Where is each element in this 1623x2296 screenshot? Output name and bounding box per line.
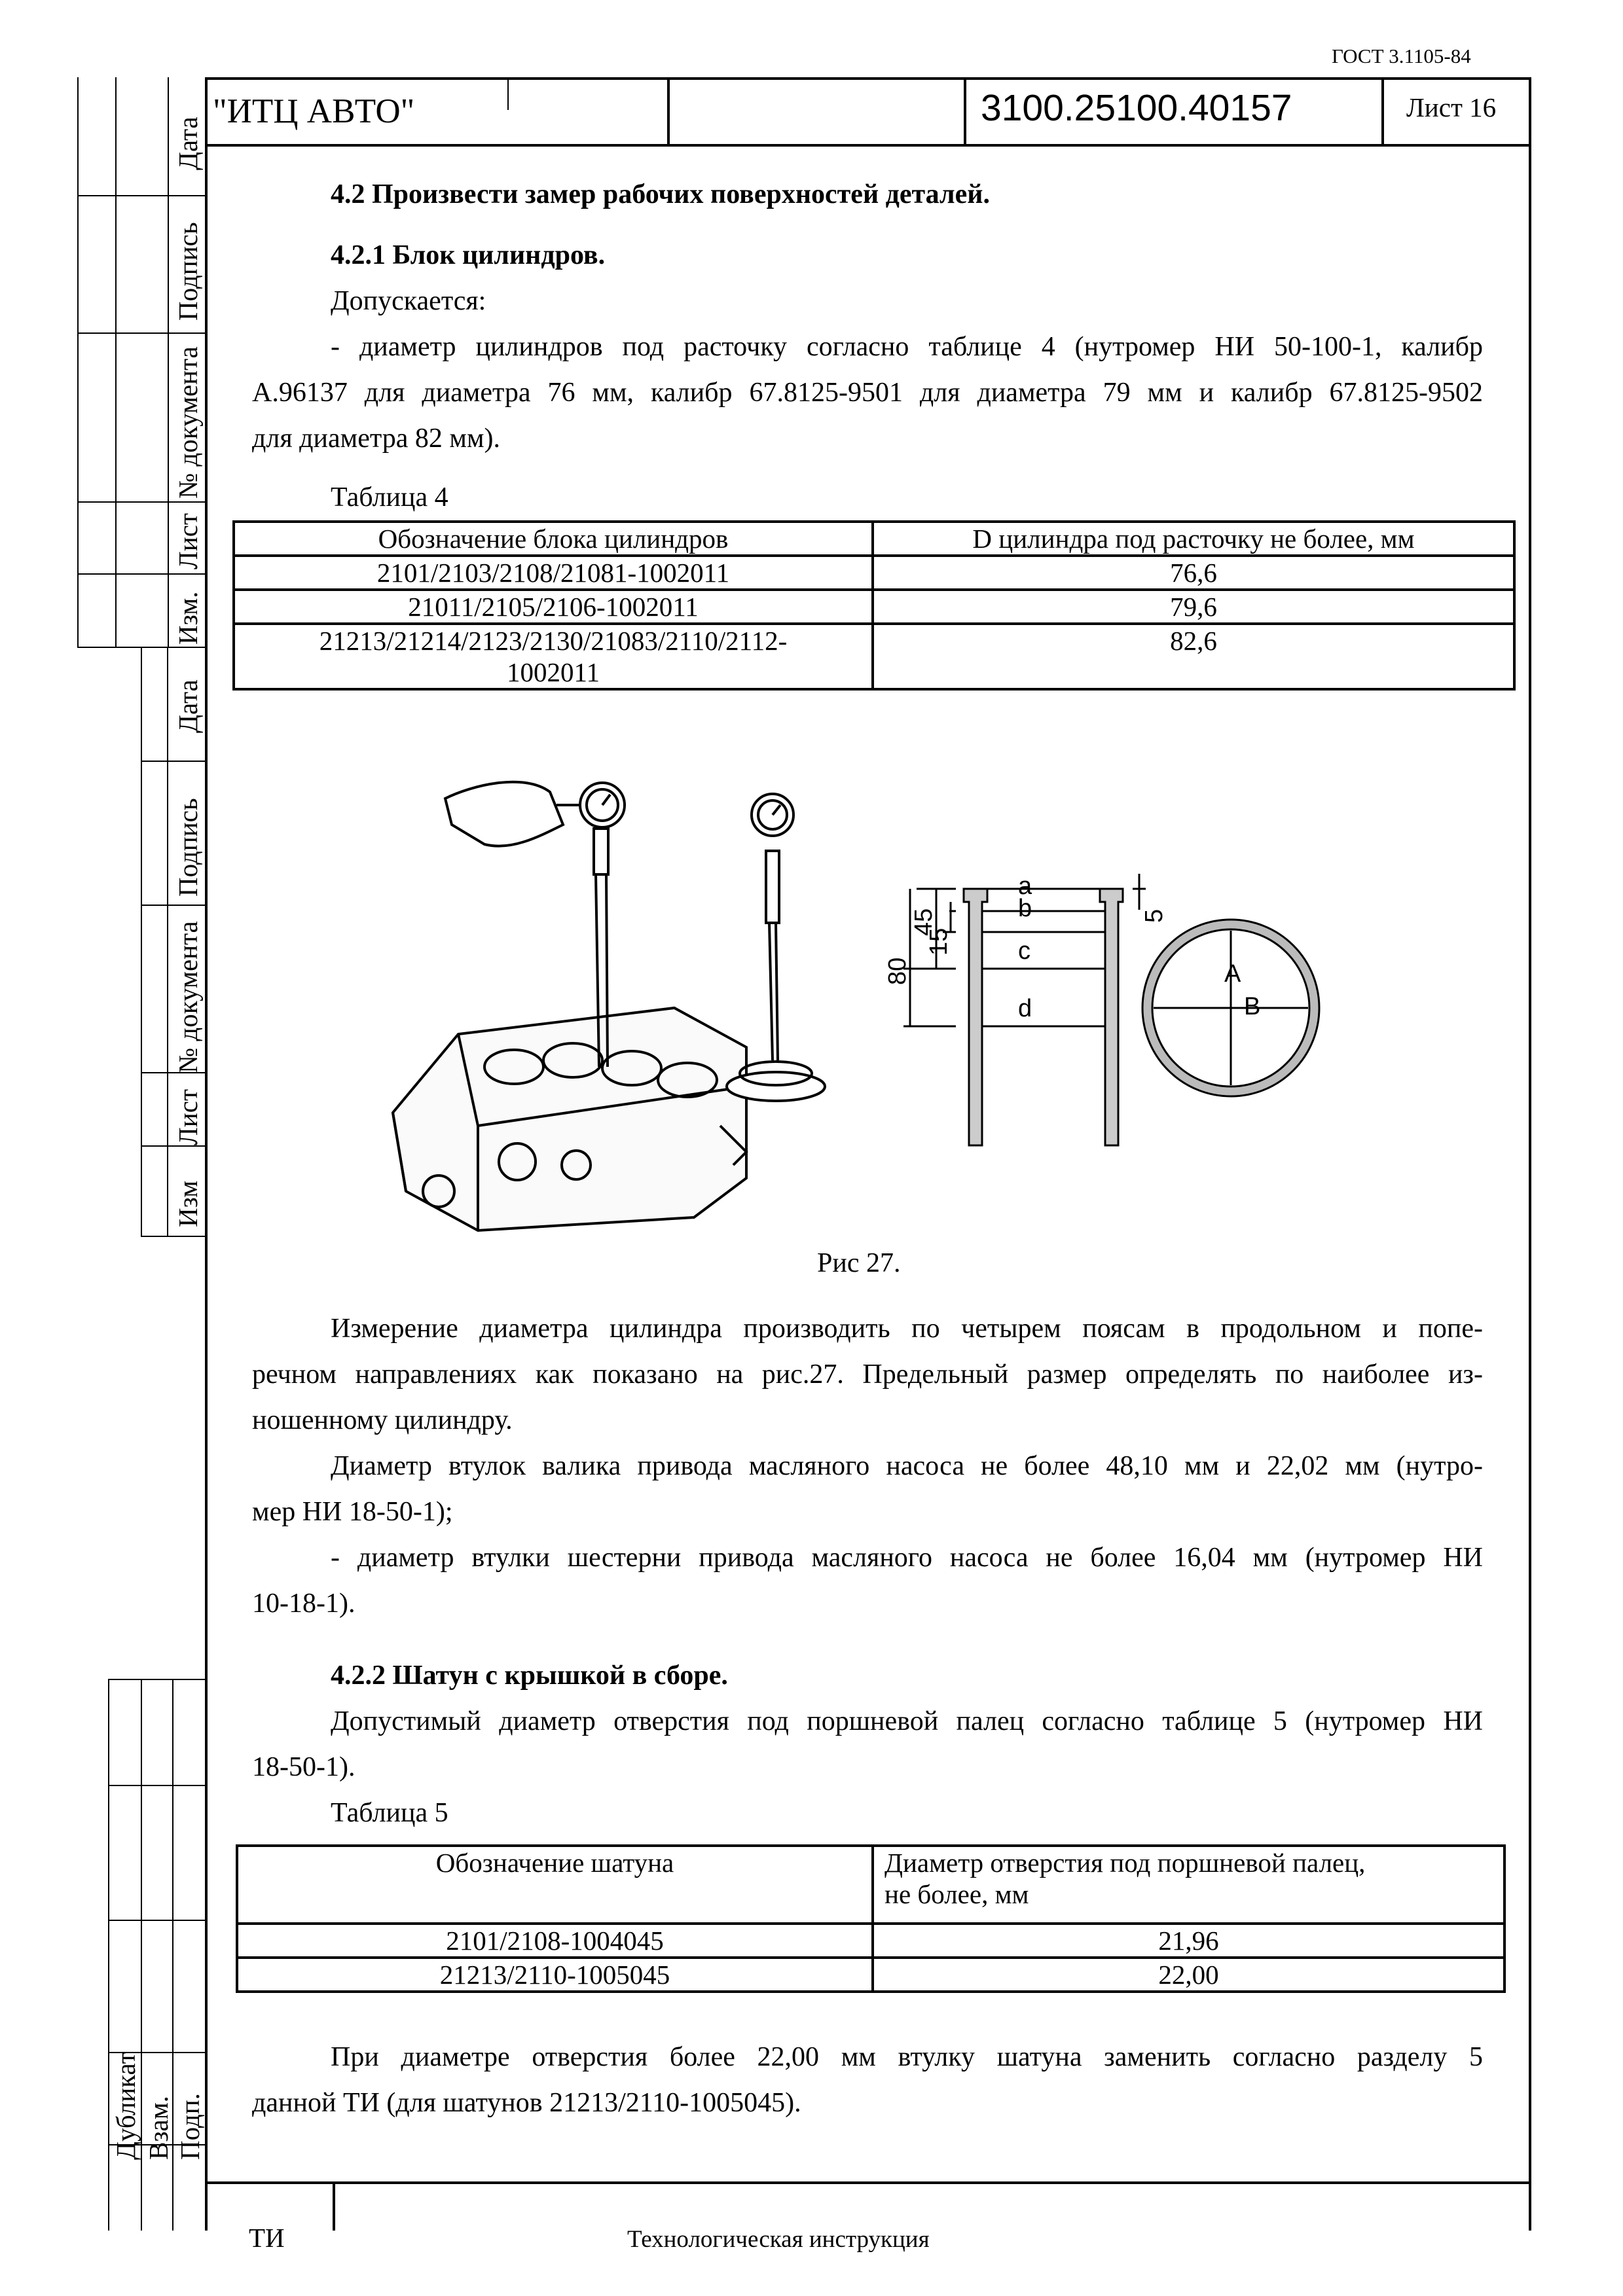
table5 (236, 1844, 1506, 1993)
stamp-upper-change: Изм. (173, 591, 203, 645)
table5-header-diameter-line1: Диаметр отверстия под поршневой палец, (884, 1848, 1366, 1878)
table4-row3-part2: 1002011 (507, 657, 600, 687)
table4-header-block: Обозначение блока цилиндров (234, 522, 873, 556)
table4-row3-part1: 21213/21214/2123/2130/21083/2110/2112- (319, 626, 788, 656)
table5-header-diameter (873, 1846, 1504, 1924)
measure-p1-line3: ношенному цилиндру. (252, 1405, 513, 1435)
table4-cell: 21011/2105/2106-1002011 (234, 590, 873, 624)
stamp-lower-docnum: № документа (173, 921, 203, 1073)
table5-caption: Таблица 5 (331, 1798, 448, 1828)
final-text-line-1: При диаметре отверстия более 22,00 мм втулку шатуна заменить согласно разделу 5 (331, 2042, 1483, 2072)
measure-p2-line2: мер НИ 18-50-1); (252, 1497, 453, 1527)
table5-cell: 22,00 (873, 1958, 1504, 1992)
footer-divider (333, 2181, 335, 2231)
table4 (232, 520, 1516, 691)
dim-5: 5 (1140, 908, 1168, 923)
allowed-label: Допускается: (331, 286, 486, 316)
rod-text-line-1: Допустимый диаметр отверстия под поршневой палец согласно таблице 5 (нутромер НИ (331, 1706, 1483, 1736)
stamp-replace: Взам. (143, 2096, 173, 2160)
dim-letter-B: B (1244, 993, 1261, 1020)
cylinder-text-line-2: А.96137 для диаметра 76 мм, калибр 67.8125-9501 для диаметра 79 мм и калибр 67.8125-9502 (252, 378, 1483, 408)
organization-name: "ИТЦ АВТО" (213, 92, 415, 130)
final-text-line-2: данной ТИ (для шатунов 21213/2110-1005045). (252, 2088, 801, 2118)
section-4-2-2-heading: 4.2.2 Шатун с крышкой в сборе. (331, 1660, 728, 1691)
table4-caption: Таблица 4 (331, 482, 448, 512)
stamp-upper-sheet: Лист (173, 513, 203, 569)
rod-text-line-2: 18-50-1). (252, 1752, 356, 1782)
table-row (237, 1924, 1504, 1958)
dim-letter-c: c (1018, 937, 1030, 965)
dim-letter-b: b (1018, 895, 1032, 922)
dim-80: 80 (884, 957, 911, 985)
sheet-number: Лист 16 (1406, 92, 1497, 122)
table5-cell: 21,96 (873, 1924, 1504, 1958)
table-row (234, 624, 1514, 689)
stamp-lower-change: Изм (173, 1180, 203, 1227)
header-bottom-line (205, 144, 1531, 147)
table-row (234, 522, 1514, 556)
measure-p1-line2: речном направлениях как показано на рис.27. Предельный размер определять по наиболее из- (252, 1359, 1483, 1390)
header-top-line (205, 77, 1531, 80)
measure-p1-line1: Измерение диаметра цилиндра производить по четырем поясам в продольном и попе- (331, 1314, 1483, 1344)
table-row (237, 1846, 1504, 1924)
table-row (234, 590, 1514, 624)
footer-top-line (205, 2181, 1531, 2184)
header-tick (507, 77, 509, 110)
figure-caption: Рис 27. (817, 1248, 901, 1278)
measure-p2-line1: Диаметр втулок валика привода масляного насоса не более 48,10 мм и 22,02 мм (нутро- (331, 1451, 1483, 1481)
stamp-upper-signature: Подпись (173, 222, 203, 321)
table4-cell-multiline (234, 624, 873, 689)
engine-block-illustration (393, 782, 825, 1230)
section-4-2-1-heading: 4.2.1 Блок цилиндров. (331, 240, 606, 270)
table5-header-diameter-line2: не более, мм (884, 1879, 1029, 1909)
table5-header-rod: Обозначение шатуна (237, 1846, 873, 1924)
table5-cell: 21213/2110-1005045 (237, 1958, 873, 1992)
measure-p3-line1: - диаметр втулки шестерни привода масляного насоса не более 16,04 мм (нутромер НИ (331, 1543, 1483, 1573)
dim-letter-A: A (1224, 960, 1241, 988)
stamp-lower-sheet: Лист (173, 1089, 203, 1145)
footer-title: Технологическая инструкция (627, 2226, 930, 2253)
stamp-lower-date: Дата (173, 679, 203, 733)
frame-right-border (1529, 77, 1531, 2231)
figure-27 (380, 759, 1349, 1257)
table4-cell: 2101/2103/2108/21081-1002011 (234, 556, 873, 590)
header-divider-1 (667, 77, 670, 145)
dim-letter-d: d (1018, 995, 1032, 1022)
stamp-duplicate: Дубликат (111, 2052, 141, 2160)
cylinder-text-line-1: - диаметр цилиндров под расточку согласно таблице 4 (нутромер НИ 50-100-1, калибр (331, 332, 1483, 362)
stamp-lower-signature: Подпись (173, 798, 203, 897)
table4-cell: 82,6 (873, 624, 1514, 689)
table-row (234, 556, 1514, 590)
dim-45: 45 (910, 908, 938, 936)
footer-doc-type: ТИ (249, 2223, 285, 2253)
header-divider-2 (964, 77, 966, 145)
stamp-upper-date: Дата (173, 117, 203, 170)
dim-letter-a: a (1018, 872, 1032, 900)
document-code: 3100.25100.40157 (981, 87, 1292, 129)
table4-cell: 79,6 (873, 590, 1514, 624)
table4-header-diameter: D цилиндра под расточку не более, мм (873, 522, 1514, 556)
table5-cell: 2101/2108-1004045 (237, 1924, 873, 1958)
section-4-2-heading: 4.2 Произвести замер рабочих поверхностей деталей. (331, 179, 990, 209)
table4-cell: 76,6 (873, 556, 1514, 590)
header-divider-3 (1381, 77, 1384, 145)
dim-15: 15 (925, 927, 953, 956)
measure-p3-line2: 10-18-1). (252, 1588, 356, 1619)
cylinder-text-line-3: для диаметра 82 мм). (252, 423, 501, 454)
stamp-sign-short: Подп. (175, 2093, 205, 2160)
gost-label: ГОСТ 3.1105-84 (1332, 45, 1471, 67)
table-row (237, 1958, 1504, 1992)
stamp-upper-docnum: № документа (173, 346, 203, 499)
